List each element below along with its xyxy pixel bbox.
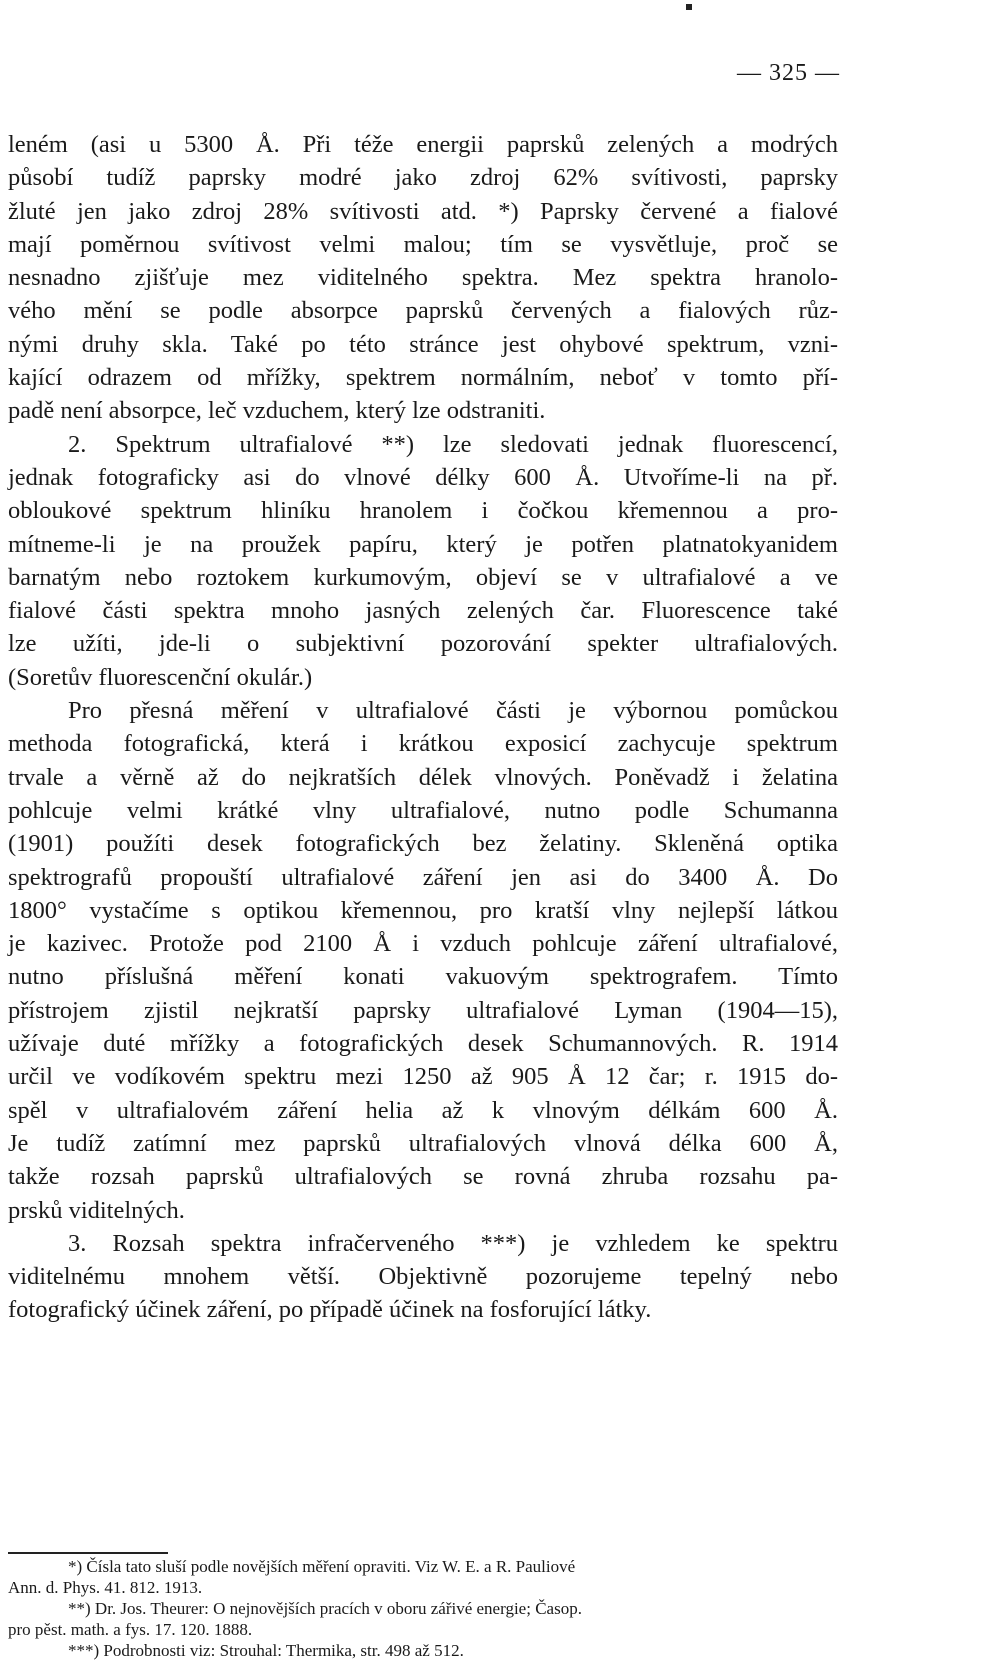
text-line: spěl v ultrafialovém záření helia až k vlnovým délkám 600 Å. (8, 1096, 838, 1124)
text-line: padě není absorpce, leč vzduchem, který lze odstraniti. (8, 397, 546, 425)
text-line: fialové části spektra mnoho jasných zelených čar. Fluorescence také (8, 597, 838, 625)
text-line: prsků viditelných. (8, 1196, 185, 1224)
text-line: viditelnému mnohem větší. Objektivně pozorujeme tepelný nebo (8, 1263, 838, 1291)
text-line: trvale a věrně až do nejkratších délek vlnových. Poněvadž i želatina (8, 763, 838, 791)
text-line: lze užíti, jde-li o subjektivní pozorování spekter ultrafialových. (8, 630, 838, 658)
text-line: (Soretův fluorescenční okulár.) (8, 663, 313, 691)
text-line: fotografický účinek záření, po případě účinek na fosforující látky. (8, 1296, 652, 1324)
footnote-line: ***) Podrobnosti viz: Strouhal: Thermika, str. 498 až 512. (68, 1641, 464, 1660)
text-line: (1901) použíti desek fotografických bez želatiny. Skleněná optika (8, 830, 838, 858)
text-line: Pro přesná měření v ultrafialové části je výbornou pomůckou (68, 697, 838, 725)
page-ink-mark (686, 4, 692, 10)
text-line: mítneme-li je na proužek papíru, který je potřen platnatokyanidem (8, 530, 838, 558)
footnotes (8, 1556, 838, 1661)
text-line: barnatým nebo roztokem kurkumovým, objeví se v ultrafialové a ve (8, 563, 838, 591)
text-line: je kazivec. Protože pod 2100 Å i vzduch pohlcuje záření ultrafialové, (8, 930, 838, 958)
footnote-rule (8, 1552, 168, 1554)
main-text (8, 128, 838, 1327)
text-line: methoda fotografická, která i krátkou exposicí zachycuje spektrum (8, 730, 838, 758)
text-line: kající odrazem od mřížky, spektrem normálním, neboť v tomto pří- (8, 364, 838, 392)
text-line: pohlcuje velmi krátké vlny ultrafialové, nutno podle Schumanna (8, 796, 838, 824)
footnote-line: *) Čísla tato sluší podle novějších měření opraviti. Viz W. E. a R. Pauliové (68, 1557, 576, 1576)
footnote-line: **) Dr. Jos. Theurer: O nejnovějších pracích v oboru zářivé energie; Časop. (68, 1599, 582, 1618)
text-line: působí tudíž paprsky modré jako zdroj 62% svítivosti, paprsky (8, 164, 838, 192)
text-line: spektrografů propouští ultrafialové záření jen asi do 3400 Å. Do (8, 863, 838, 891)
text-line: obloukové spektrum hliníku hranolem i čočkou křemennou a pro- (8, 497, 838, 525)
footnote-line: pro pěst. math. a fys. 17. 120. 1888. (8, 1620, 253, 1639)
text-line: vého mění se podle absorpce paprsků červených a fialových růz- (8, 297, 838, 325)
text-line: mají poměrnou svítivost velmi malou; tím se vysvětluje, proč se (8, 230, 838, 258)
text-line: 3. Rozsah spektra infračerveného ***) je vzhledem ke spektru (68, 1229, 838, 1257)
text-line: Je tudíž zatímní mez paprsků ultrafialových vlnová délka 600 Å, (8, 1129, 838, 1157)
text-line: nutno příslušná měření konati vakuovým spektrografem. Tímto (8, 963, 838, 991)
text-line: žluté jen jako zdroj 28% svítivosti atd. *) Paprsky červené a fialové (8, 197, 838, 225)
text-line: přístrojem zjistil nejkratší paprsky ultrafialové Lyman (1904—15), (8, 996, 838, 1024)
page-number: — 325 — (737, 60, 840, 86)
footnote-line: Ann. d. Phys. 41. 812. 1913. (8, 1578, 203, 1597)
text-line: určil ve vodíkovém spektru mezi 1250 až 905 Å 12 čar; r. 1915 do- (8, 1063, 838, 1091)
text-line: nesnadno zjišťuje mez viditelného spektra. Mez spektra hranolo- (8, 264, 838, 292)
text-line: 1800° vystačíme s optikou křemennou, pro kratší vlny nejlepší látkou (8, 896, 838, 924)
text-line: užívaje duté mřížky a fotografických desek Schumannových. R. 1914 (8, 1030, 838, 1058)
text-line: nými druhy skla. Také po této stránce jest ohybové spektrum, vzni- (8, 330, 838, 358)
text-line: jednak fotograficky asi do vlnové délky 600 Å. Utvoříme-li na př. (8, 463, 838, 491)
text-line: leném (asi u 5300 Å. Při téže energii paprsků zelených a modrých (8, 131, 838, 158)
text-line: 2. Spektrum ultrafialové **) lze sledovati jednak fluorescencí, (68, 430, 838, 458)
text-line: takže rozsah paprsků ultrafialových se rovná zhruba rozsahu pa- (8, 1163, 838, 1191)
